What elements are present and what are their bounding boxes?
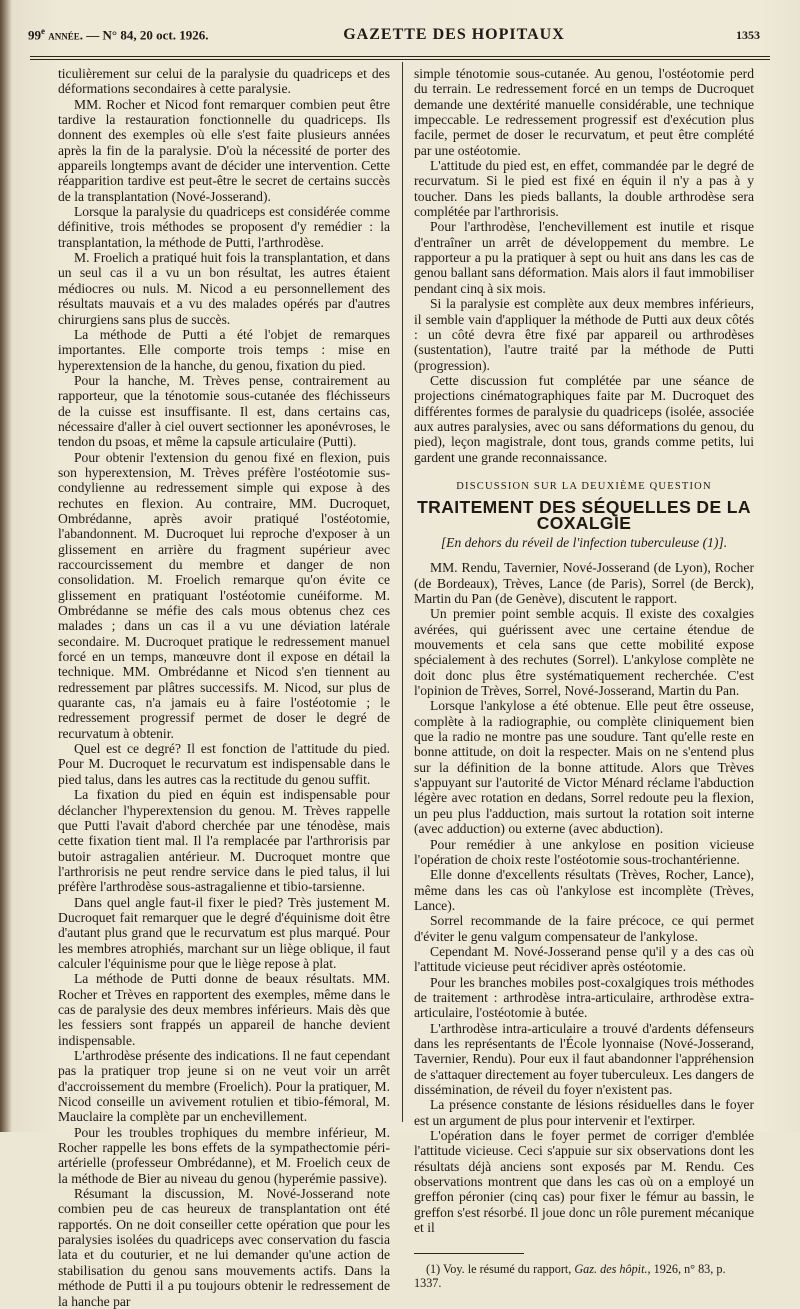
header-rule	[30, 56, 770, 57]
paragraph: L'arthrodèse présente des indications. Il ne faut cependant pas la pratiquer trop jeune si on ne veut voir un arrêt d'accroissement du membre (Froelich). Pour la pratiquer, M. Nicod conseille un avivement rotulien et tibio-fémoral, M. Mauclaire la complète par un enchevillement.	[58, 1048, 390, 1125]
issue-info	[28, 26, 268, 43]
footnote-journal-ref: Gaz. des hôpit.	[574, 1262, 648, 1277]
paragraph: Résumant la discussion, M. Nové-Josserand note combien peu de cas heureux de transplantation ont été rapportés. On ne doit conseiller cette opération que pour les paralysies isolées du quadriceps avec conservation du fascia lata et du couturier, et ne lui demander qu'une action de stabilisation du genou sans mouvements actifs. Dans la méthode de Putti il a pu toujours obtenir le redressement de la hanche par	[58, 1186, 390, 1309]
paragraph: simple ténotomie sous-cutanée. Au genou, l'ostéotomie perd du terrain. Le redressement forcé en un temps de Ducroquet demande une dextérité manuelle considérable, une technique impeccable. Le redressement progressif est d'exécution plus facile, permet de doser le recurvatum, et peut être complété par une ostéotomie.	[414, 66, 754, 158]
paragraph: Dans quel angle faut-il fixer le pied? Très justement M. Ducroquet fait remarquer que le degré d'équinisme doit être d'autant plus grand que le recurvatum est plus marqué. Pour les membres atrophiés, marchant sur un liège oblique, il faut calculer l'équinisme pour que le liège repose à plat.	[58, 894, 390, 971]
footnote-rule	[414, 1253, 524, 1254]
year-number: 99	[28, 27, 41, 43]
paragraph: L'opération dans le foyer permet de corriger d'emblée l'attitude vicieuse. Ceci s'appuie sur six observations dont les résultats déjà anciens sont exposés par M. Rendu. Ces observations montrent que dans les cas où on a employé un greffon péronier (cinq cas) pour fixer le fémur au bassin, le greffon s'est résorbé. Il joue donc un rôle purement mécanique et il	[414, 1128, 754, 1236]
paragraph: MM. Rocher et Nicod font remarquer combien peut être tardive la restauration fonctionnelle du quadriceps. Ils donnent des exemples où elle s'est faite plusieurs années après la fin de la paralysie. D'où la nécessité de porter des appareils longtemps avant de décider une intervention. Cette réapparition tardive est peut-être le secret de certains succès de la transplantation (Nové-Josserand).	[58, 96, 390, 204]
paragraph: Lorsque l'ankylose a été obtenue. Elle peut être osseuse, complète à la radiographie, ou complète cliniquement bien que la radio ne montre pas une soudure. Tant qu'elle reste en bonne attitude, on doit la respecter. Mais on ne s'entend plus sur la définition de la bonne attitude. Alors que Trèves s'appuyant sur l'autorité de Victor Ménard réclame l'abduction légère avec rotation en dedans, Sorrel redoute peu la flexion, un peu plus l'adduction, mais surtout la rotation soit interne (avec adduction) ou externe (avec abduction).	[414, 698, 754, 837]
paragraph: Pour obtenir l'extension du genou fixé en flexion, puis son hyperextension, M. Trèves préfère l'ostéotomie sus-condylienne au redressement simple qui expose à des rechutes en flexion. Au contraire, MM. Ducroquet, Ombrédanne, après avoir pratiqué l'ostéotomie, l'abandonnent. M. Ducroquet lui reproche d'exposer à un glissement en arrière du fragment supérieur avec raccourcissement du membre et danger de non consolidation. M. Froelich remarque qu'on évite ce glissement en pratiquant l'ostéotomie cunéiforme. M. Ombrédanne se méfie des cals mous obtenus chez ces malades ; dans un cas il a vu une déviation latérale secondaire. M. Ducroquet pratique le redressement manuel forcé en un temps, manœuvre dont il expose en détail la technique. MM. Ombrédanne et Nicod s'en tiennent au redressement par plâtres successifs. M. Nicod, sur plus de quarante cas, n'a jamais eu à faire l'ostéotomie ; le redressement progressif permet de doser le degré de recurvatum à obtenir.	[58, 449, 390, 741]
paragraph: Pour les troubles trophiques du membre inférieur, M. Rocher rappelle les bons effets de la sympathectomie péri-artérielle (professeur Ombrédanne), et M. Froelich ceux de la méthode de Bier au niveau du genou (hyperémie passive).	[58, 1124, 390, 1186]
paragraph: L'arthrodèse intra-articulaire a trouvé d'ardents défenseurs dans les représentants de l'École lyonnaise (Nové-Josserand, Tavernier, Rendu). Pour eux il faut abandonner l'appréhension de s'attaquer directement au foyer tuberculeux. Les dangers de dissémination, de réveil du foyer n'existent pas.	[414, 1020, 754, 1097]
page-header	[28, 26, 760, 54]
footnote-text: (1) Voy. le résumé du rapport,	[426, 1262, 575, 1277]
paragraph: La méthode de Putti donne de beaux résultats. MM. Rocher et Trèves en rapportent des exemples, même dans le cas de paralysie des deux membres inférieurs. Mais dès que les fessiers sont frappés un appareil de hanche devient indispensable.	[58, 971, 390, 1048]
section-label: DISCUSSION SUR LA DEUXIÈME QUESTION	[456, 480, 712, 492]
paragraph: Pour les branches mobiles post-coxalgiques trois méthodes de traitement : arthrodèse intra-articulaire, arthrodèse extra-articulaire, l'ostéotomie à butée.	[414, 974, 754, 1021]
left-column	[58, 66, 390, 1309]
paragraph: Un premier point semble acquis. Il existe des coxalgies avérées, qui guérissent avec une certaine étendue de mouvements et cela sans que cette mobilité expose spécialement à des rechutes (Sorrel). L'ankylose complète ne doit donc plus être systématiquement recherchée. C'est l'opinion de Trèves, Sorrel, Nové-Josserand, Martin du Pan.	[414, 606, 754, 699]
right-column	[414, 66, 754, 1291]
page-number: 1353	[736, 28, 760, 43]
paragraph: Pour l'arthrodèse, l'enchevillement est inutile et risque d'entraîner un arrêt de développement du membre. Le rapporteur a pu la pratiquer à sept ou huit ans dans les cas de genou ballant sans déformation. Mais alors il faut immobiliser pendant cinq à six mois.	[414, 219, 754, 296]
paragraph: L'attitude du pied est, en effet, commandée par le degré de recurvatum. Si le pied est fixé en équin il n'y a pas à y toucher. Dans les pieds ballants, la double arthrodèse sera complétée par l'arthrorisis.	[414, 158, 754, 220]
paragraph: Quel est ce degré? Il est fonction de l'attitude du pied. Pour M. Ducroquet le recurvatum est indispensable dans le pied talus, dans les autres cas la rectitude du genou suffit.	[58, 741, 390, 787]
journal-title: GAZETTE DES HOPITAUX	[343, 26, 565, 44]
paragraph: La fixation du pied en équin est indispensable pour déclancher l'hyperextension du genou. M. Trèves rappelle que Putti l'avait d'abord cherchée par une ténodèse, mais cette fixation tient mal. Il l'a remplacée par l'arthrorisis par butoir astragalien antérieur. M. Ducroquet montre que l'arthrorisis ne peut rendre service dans le pied talus, il lui préfère l'arthrodèse sous-astragalienne et tibio-tarsienne.	[58, 787, 390, 895]
section-title: TRAITEMENT DES SÉQUELLES DE LA COXALGIE	[417, 497, 751, 533]
participants-paragraph: MM. Rendu, Tavernier, Nové-Josserand (de Lyon), Rocher (de Bordeaux), Trèves, Lance (de Paris), Sorrel (de Berck), Martin du Pan (de Genève), discutent le rapport.	[414, 560, 754, 606]
paragraph: ticulièrement sur celui de la paralysie du quadriceps et des déformations secondaires à cette paralysie.	[58, 66, 390, 97]
annee-label: année.	[48, 27, 84, 43]
section-subtitle: [En dehors du réveil de l'infection tuberculeuse (1)].	[440, 534, 728, 550]
footnote-text-end: , 1926, n° 83, p. 1337.	[414, 1262, 726, 1291]
paragraph: La présence constante de lésions résiduelles dans le foyer est un argument de plus pour intervenir et l'extirper.	[414, 1097, 754, 1128]
paragraph: Cette discussion fut complétée par une séance de projections cinématographiques faite par M. Ducroquet des différentes formes de paralysie du quadriceps (isolée, associée aux autres paralysies, avec ou sans déformations du genou, du pied), leçon magistrale, dont tous, grands comme petits, lui gardent une grande reconnaissance.	[414, 372, 754, 465]
paragraph: La méthode de Putti a été l'objet de remarques importantes. Elle comporte trois temps : mise en hyperextension de la hanche, du genou, fixation du pied.	[58, 326, 390, 373]
paragraph: Si la paralysie est complète aux deux membres inférieurs, il semble vain d'appliquer la méthode de Putti aux deux côtés : un côté devra être fixé par appareil ou arthrodèses (sustentation), l'autre traité par la méthode de Putti (progression).	[414, 296, 754, 373]
paragraph: Lorsque la paralysie du quadriceps est considérée comme définitive, trois méthodes se proposent d'y remédier : la transplantation, la méthode de Putti, l'arthrodèse.	[58, 204, 390, 250]
header-rule-secondary	[30, 59, 770, 60]
paragraph: Sorrel recommande de la faire précoce, ce qui permet d'éviter le genu valgum compensateur de l'ankylose.	[414, 913, 754, 944]
footnote	[414, 1262, 754, 1290]
paragraph: Pour la hanche, M. Trèves pense, contrairement au rapporteur, que la ténotomie sous-cutanée des fléchisseurs de la cuisse est insuffisante. Il est, dans certains cas, nécessaire d'aller à ciel ouvert sectionner les aponévroses, le tendon du psoas, et même la capsule articulaire (Putti).	[58, 372, 390, 450]
issue-date: — N° 84, 20 oct. 1926.	[86, 27, 209, 43]
paragraph: M. Froelich a pratiqué huit fois la transplantation, et dans un seul cas il a vu un bon résultat, les autres étaient médiocres ou nuls. M. Nicod a eu personnellement des résultats mauvais et a vu des malades opérés par d'autres chirurgiens sans plus de succès.	[58, 250, 390, 327]
paragraph: Pour remédier à une ankylose en position vicieuse l'opération de choix reste l'ostéotomie sous-trochantérienne.	[414, 836, 754, 867]
year-suffix: e	[41, 26, 45, 36]
column-divider	[402, 62, 403, 1122]
paragraph: Cependant M. Nové-Josserand pense qu'il y a des cas où l'attitude vicieuse peut récidiver après ostéotomie.	[414, 943, 754, 975]
paragraph: Elle donne d'excellents résultats (Trèves, Rocher, Lance), même dans les cas où l'ankylose est incomplète (Trèves, Lance).	[414, 867, 754, 913]
